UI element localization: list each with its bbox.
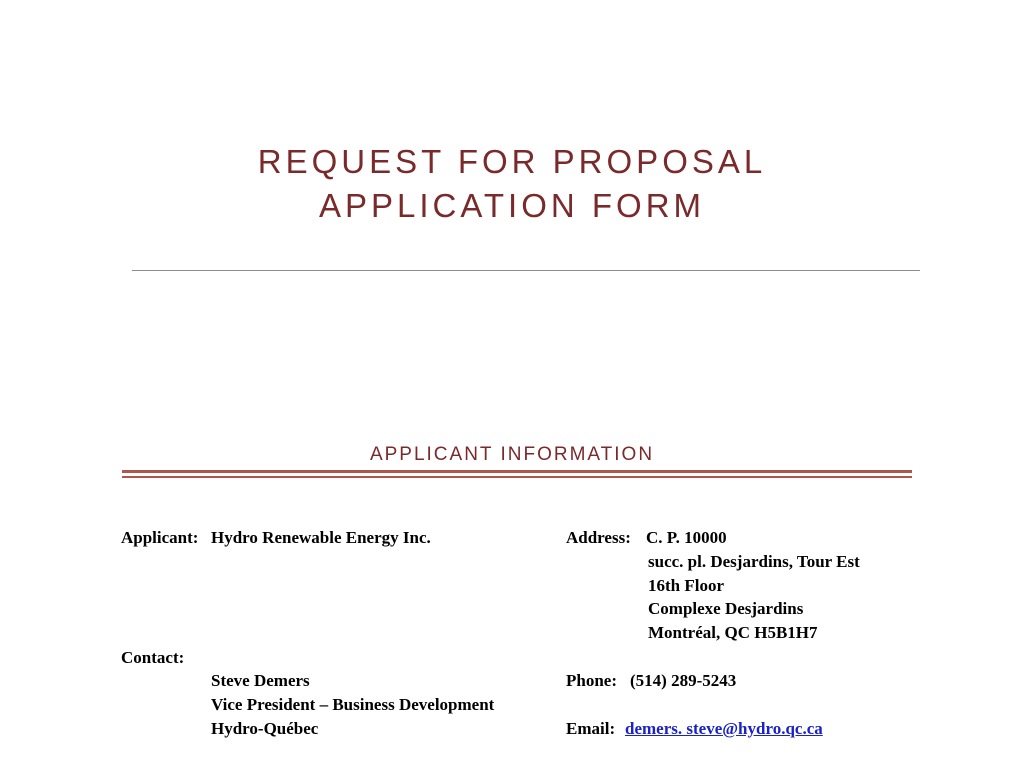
- address-line-1: C. P. 10000: [646, 528, 727, 547]
- title-divider: [132, 270, 920, 271]
- applicant-label: Applicant:: [121, 528, 199, 547]
- email-label: Email:: [566, 719, 616, 738]
- contact-label: Contact:: [121, 648, 185, 667]
- section-rule-top: [122, 470, 912, 473]
- contact-title: Vice President – Business Development: [211, 695, 495, 714]
- document-title-line-1: REQUEST FOR PROPOSAL: [257, 143, 767, 180]
- address-line-3: 16th Floor: [648, 576, 725, 595]
- contact-organization: Hydro-Québec: [211, 719, 319, 738]
- address-label: Address:: [566, 528, 631, 547]
- section-rule-bottom: [122, 476, 912, 478]
- phone-value: (514) 289-5243: [630, 671, 737, 690]
- section-heading-applicant-information: APPLICANT INFORMATION: [369, 444, 655, 465]
- address-line-4: Complexe Desjardins: [648, 599, 804, 618]
- email-link[interactable]: demers. steve@hydro.qc.ca: [625, 719, 823, 738]
- clipped-header-text: [380, 0, 630, 2]
- applicant-name: Hydro Renewable Energy Inc.: [211, 528, 431, 547]
- contact-name: Steve Demers: [211, 671, 310, 690]
- document-title-line-2: APPLICATION FORM: [318, 187, 706, 224]
- address-line-2: succ. pl. Desjardins, Tour Est: [648, 552, 860, 571]
- phone-label: Phone:: [566, 671, 617, 690]
- address-line-5: Montréal, QC H5B1H7: [648, 623, 818, 642]
